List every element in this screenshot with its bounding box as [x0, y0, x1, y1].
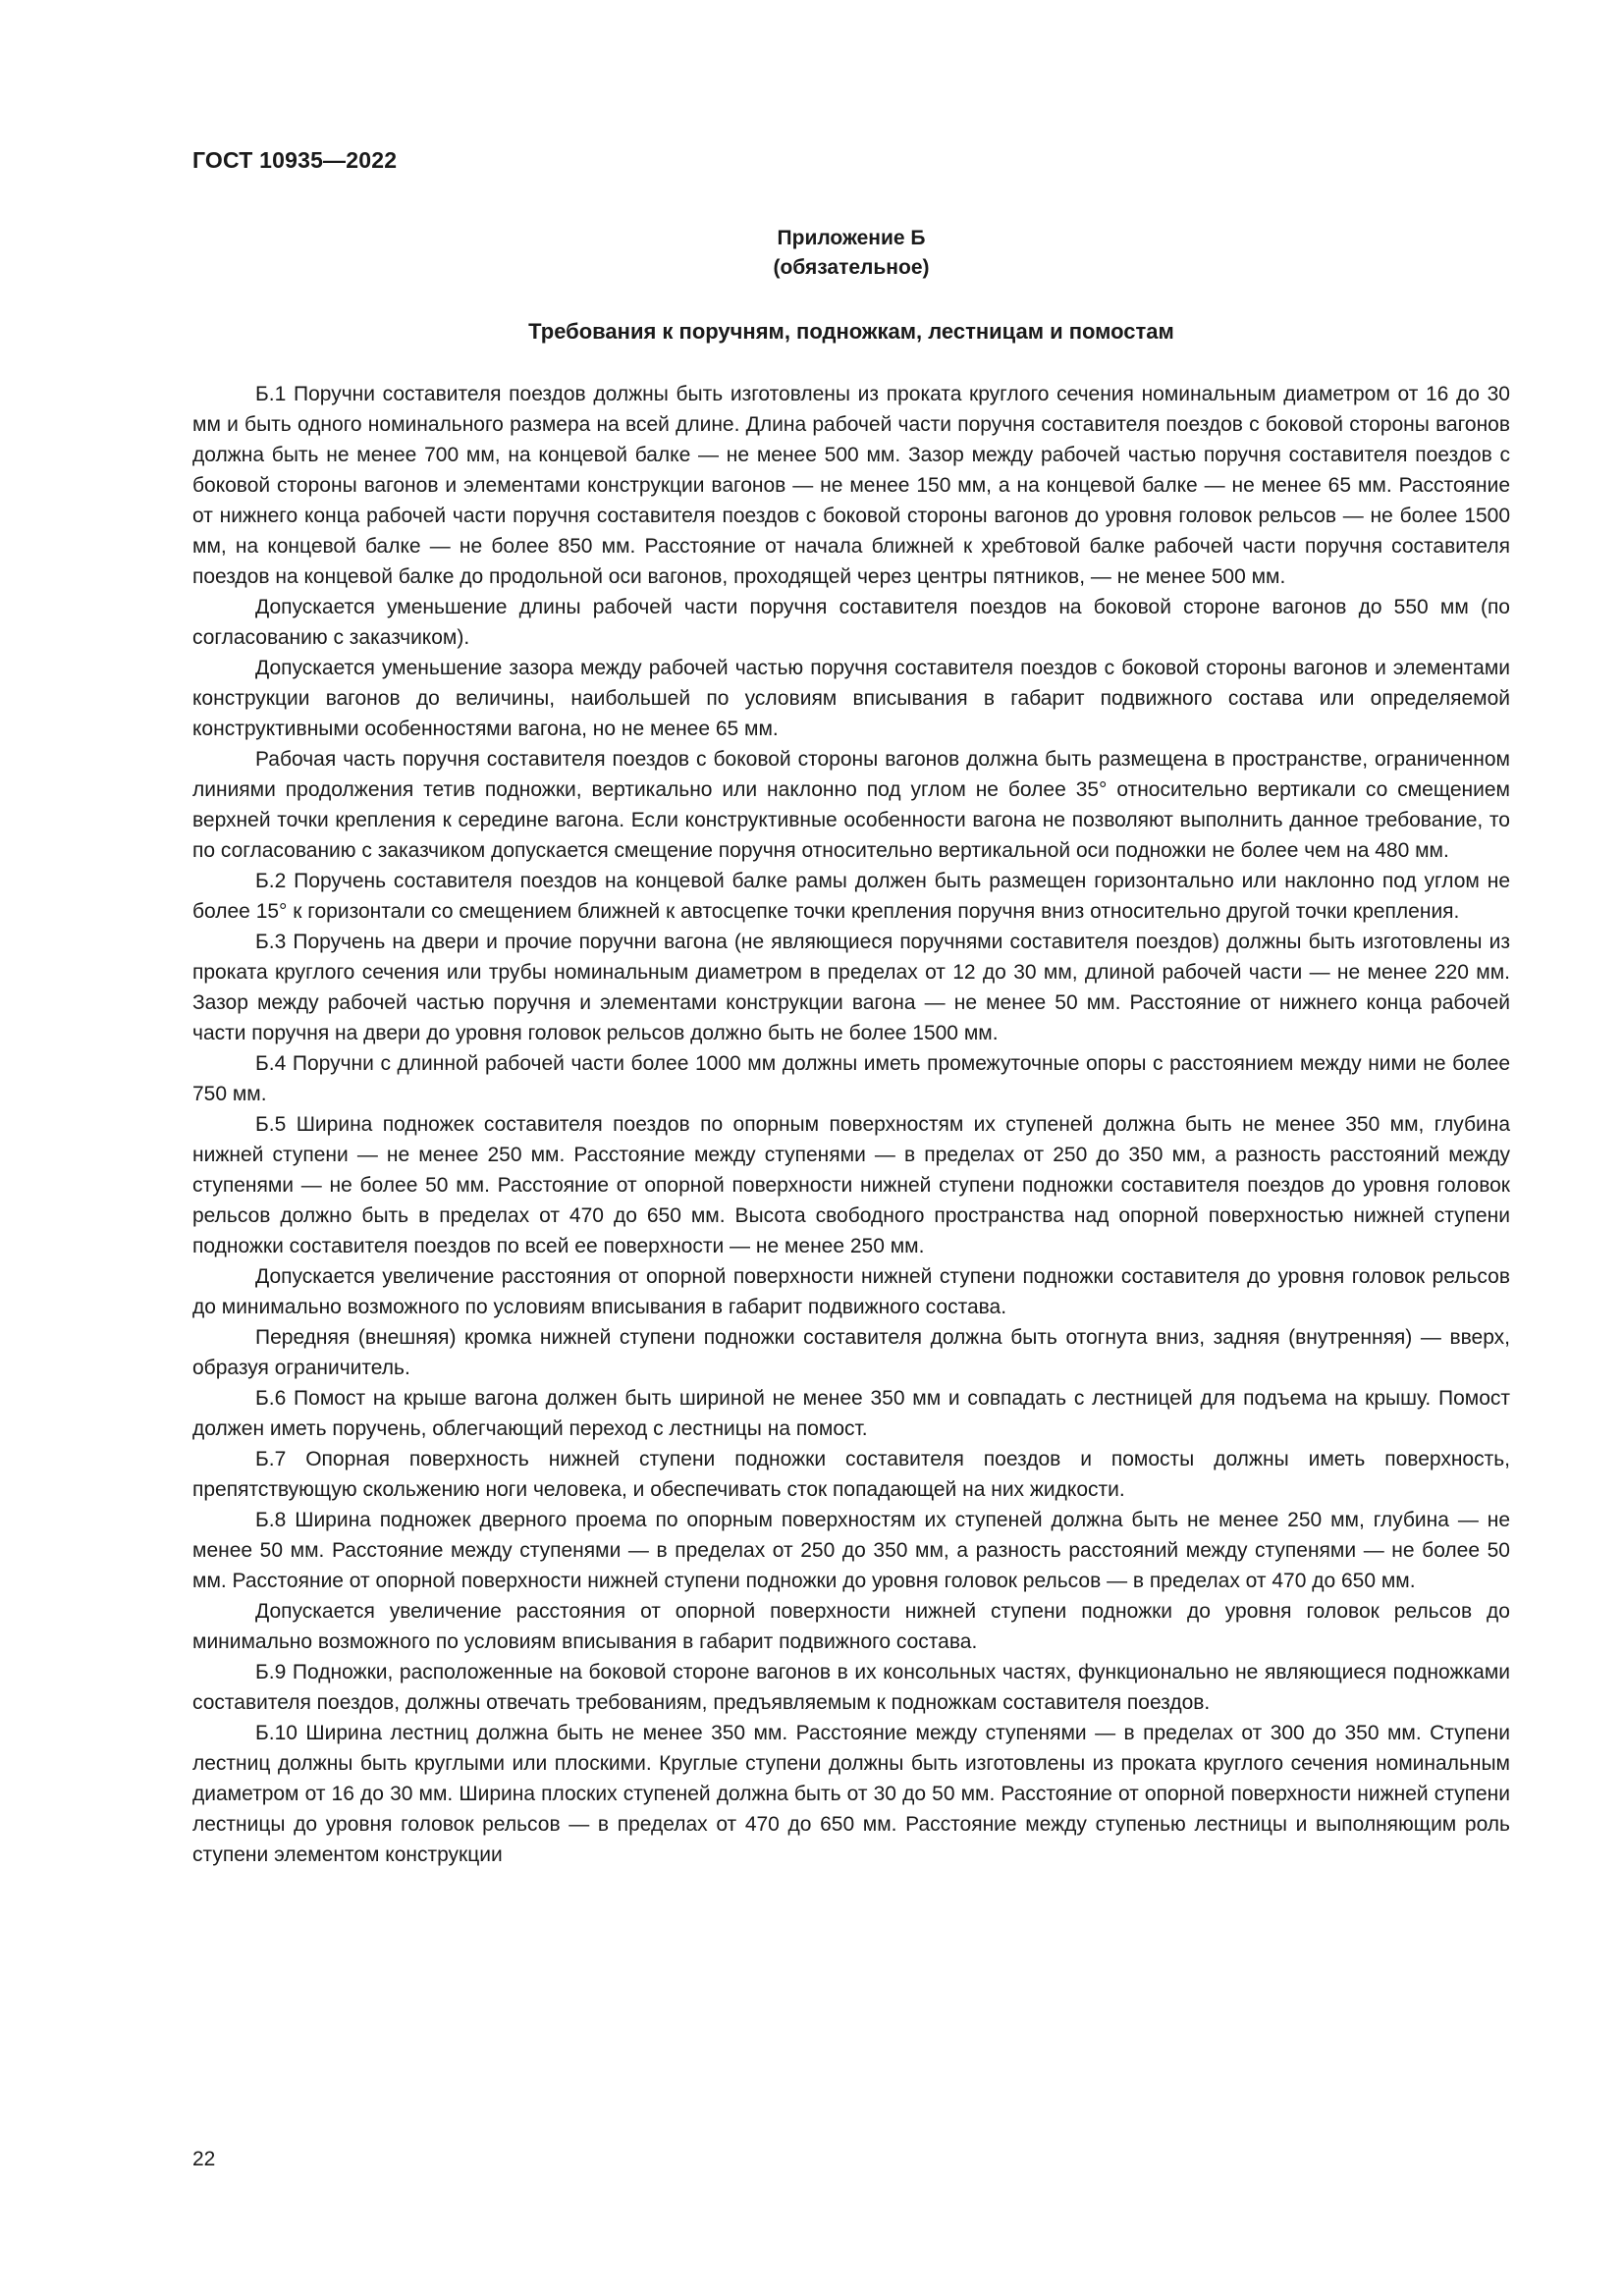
- page-number: 22: [192, 2148, 216, 2170]
- paragraph-b3: Б.3 Поручень на двери и прочие поручни вагона (не являющиеся поручнями составителя поездов) должны быть изготовлены из проката круглого сечения или трубы номинальным диаметром в пределах от 12 до 30 мм, длиной рабочей части — не менее 220 мм. Зазор между рабочей частью поручня и элементами конструкции вагона — не менее 50 мм. Расстояние от нижнего конца рабочей части поручня на двери до уровня головок рельсов должно быть не более 1500 мм.: [192, 931, 1510, 1044]
- annex-label: Приложение Б: [777, 227, 926, 249]
- paragraph: Допускается увеличение расстояния от опорной поверхности нижней ступени подножки до уровня головок рельсов до минимально возможного по условиям вписывания в габарит подвижного состава.: [192, 1600, 1510, 1653]
- paragraph: Допускается уменьшение зазора между рабочей частью поручня составителя поездов с боковой стороны вагонов и элементами конструкции вагонов до величины, наибольшей по условиям вписывания в габарит подвижного состава или определяемой конструктивными особенностями вагона, но не менее 65 мм.: [192, 657, 1510, 740]
- paragraph-b7: Б.7 Опорная поверхность нижней ступени подножки составителя поездов и помосты должны иметь поверхность, препятствующую скольжению ноги человека, и обеспечивать сток попадающей на них жидкости.: [192, 1448, 1510, 1501]
- paragraph-b2: Б.2 Поручень составителя поездов на концевой балке рамы должен быть размещен горизонтально или наклонно под углом не более 15° к горизонтали со смещением ближней к автосцепке точки крепления поручня вниз относительно другой точки крепления.: [192, 870, 1510, 923]
- paragraph-b4: Б.4 Поручни с длинной рабочей части более 1000 мм должны иметь промежуточные опоры с расстоянием между ними не более 750 мм.: [192, 1052, 1510, 1105]
- document-code: ГОСТ 10935—2022: [192, 147, 398, 173]
- paragraph: Рабочая часть поручня составителя поездов с боковой стороны вагонов должна быть размещена в пространстве, ограниченном линиями продолжения тетив подножки, вертикально или наклонно под углом не более 35° относительно вертикали со смещением верхней точки крепления к середине вагона. Если конструктивные особенности вагона не позволяют выполнить данное требование, то по согласованию с заказчиком допускается смещение поручня относительно вертикальной оси подножки не более чем на 480 мм.: [192, 748, 1510, 862]
- annex-heading: [192, 224, 1510, 283]
- paragraph-b5: Б.5 Ширина подножек составителя поездов по опорным поверхностям их ступеней должна быть не менее 350 мм, глубина нижней ступени — не менее 250 мм. Расстояние между ступенями — в пределах от 250 до 350 мм, а разность расстояний между ступенями — не более 50 мм. Расстояние от опорной поверхности нижней ступени подножки составителя поездов до уровня головок рельсов должно быть в пределах от 470 до 650 мм. Высота свободного пространства над опорной поверхностью нижней ступени подножки составителя поездов по всей ее поверхности — не менее 250 мм.: [192, 1113, 1510, 1257]
- annex-body: [192, 379, 1510, 1870]
- paragraph-b10: Б.10 Ширина лестниц должна быть не менее 350 мм. Расстояние между ступенями — в пределах от 300 до 350 мм. Ступени лестниц должны быть круглыми или плоскими. Круглые ступени должны быть изготовлены из проката круглого сечения номинальным диаметром от 16 до 30 мм. Ширина плоских ступеней должна быть от 30 до 50 мм. Расстояние от опорной поверхности нижней ступени лестницы до уровня головок рельсов — в пределах от 470 до 650 мм. Расстояние между ступенью лестницы и выполняющим роль ступени элементом конструкции: [192, 1722, 1510, 1866]
- annex-title: Требования к поручням, подножкам, лестницам и помостам: [528, 319, 1174, 344]
- paragraph-b8: Б.8 Ширина подножек дверного проема по опорным поверхностям их ступеней должна быть не менее 250 мм, глубина — не менее 50 мм. Расстояние между ступенями — в пределах от 250 до 350 мм, а разность расстояний между ступенями — не более 50 мм. Расстояние от опорной поверхности нижней ступени подножки до уровня головок рельсов — в пределах от 470 до 650 мм.: [192, 1509, 1510, 1592]
- paragraph-b1: Б.1 Поручни составителя поездов должны быть изготовлены из проката круглого сечения номинальным диаметром от 16 до 30 мм и быть одного номинального размера на всей длине. Длина рабочей части поручня составителя поездов с боковой стороны вагонов должна быть не менее 700 мм, на концевой балке — не менее 500 мм. Зазор между рабочей частью поручня составителя поездов с боковой стороны вагонов и элементами конструкции вагонов — не менее 150 мм, а на концевой балке — не менее 65 мм. Расстояние от нижнего конца рабочей части поручня составителя поездов с боковой стороны вагонов до уровня головок рельсов — не более 1500 мм, на концевой балке — не более 850 мм. Расстояние от начала ближней к хребтовой балке рабочей части поручня составителя поездов на концевой балке до продольной оси вагонов, проходящей через центры пятников, — не менее 500 мм.: [192, 383, 1510, 588]
- paragraph: Передняя (внешняя) кромка нижней ступени подножки составителя должна быть отогнута вниз, задняя (внутренняя) — вверх, образуя ограничитель.: [192, 1326, 1510, 1379]
- paragraph-b6: Б.6 Помост на крыше вагона должен быть шириной не менее 350 мм и совпадать с лестницей для подъема на крышу. Помост должен иметь поручень, облегчающий переход с лестницы на помост.: [192, 1387, 1510, 1440]
- paragraph-b9: Б.9 Подножки, расположенные на боковой стороне вагонов в их консольных частях, функционально не являющиеся подножками составителя поездов, должны отвечать требованиям, предъявляемым к подножкам составителя поездов.: [192, 1661, 1510, 1714]
- paragraph: Допускается увеличение расстояния от опорной поверхности нижней ступени подножки составителя до уровня головок рельсов до минимально возможного по условиям вписывания в габарит подвижного состава.: [192, 1265, 1510, 1318]
- annex-status: (обязательное): [773, 256, 930, 279]
- paragraph: Допускается уменьшение длины рабочей части поручня составителя поездов на боковой стороне вагонов до 550 мм (по согласованию с заказчиком).: [192, 596, 1510, 649]
